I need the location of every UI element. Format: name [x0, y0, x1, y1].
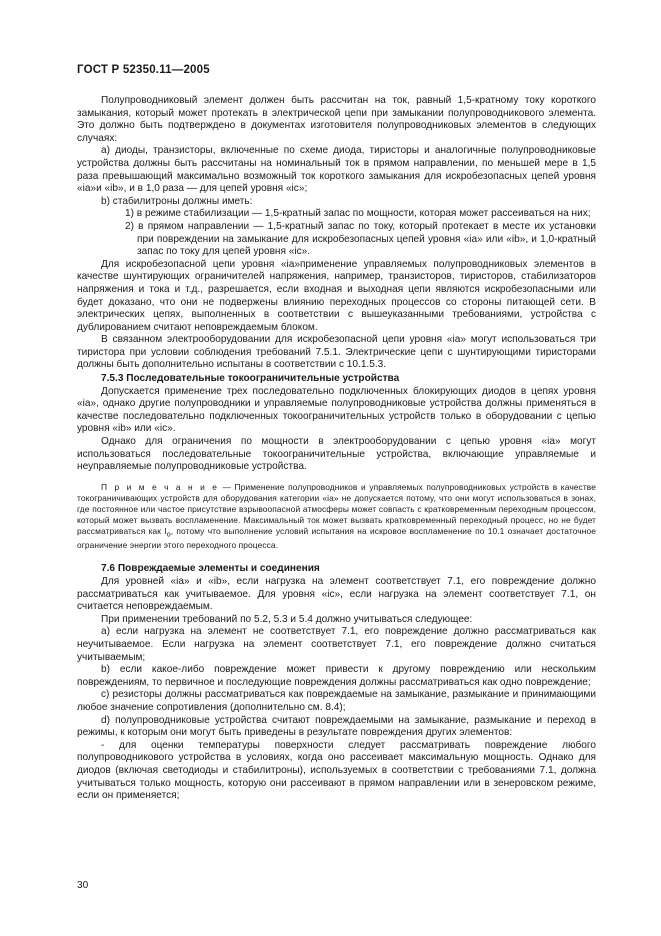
paragraph: Для искробезопасной цепи уровня «ia»применение управляемых полупроводниковых элементов в качестве шунтирующих ограничителей напряжения, например, транзисторов, тиристоров, стабилизаторов напряжения и тока и т.д., разрешается, если входная и выходная цепи являются искробезопасными или будет доказано, что они не подвержены влиянию переходных процессов со стороны питающей сети. В электрических цепях, выполненных в соответствии с вышеуказанными требованиями, устройства с дублированием считают неповреждаемым блоком.: [77, 258, 596, 333]
list-item-a: а) диоды, транзисторы, включенные по схеме диода, тиристоры и аналогичные полупроводниковые устройства должны быть рассчитаны на номинальный ток в прямом направлении, по меньшей мере в 1,5 раза превышающий максимально возможный ток короткого замыкания для искробезопасных цепей уровня «ia»и «ib», и в 1,0 раза — для цепей уровня «ic»;: [77, 145, 596, 195]
note-text-end: , потому что выполнение условий испытания на искровое воспламенение по 10.1 означает достаточное ограничение энергии этого переходного процесса.: [77, 525, 596, 551]
paragraph: Полупроводниковый элемент должен быть рассчитан на ток, равный 1,5-кратному току короткого замыкания, который может протекать в электрической цепи при замыкании полупроводникового элемента. Это должно быть подтверждено в документах изготовителя полупроводниковых элементов в следующих случаях:: [77, 95, 596, 144]
note-text: — Применение полупроводников и управляемых полупроводниковых устройств в качестве токограничивающих устройств для оборудования категории «ia» не допускается потому, что они могут использоваться в зонах, где постоянное или частое присутствие взрывоопасной атмосферы может совпасть с кратковременным переходным процессом, который может вызвать воспламенение. Максимальный ток может вызвать кратковременный переходный процесс, но не будет рассматриваться как I: [77, 481, 596, 536]
list-item-2: 2) в прямом направлении — 1,5-кратный запас по току, который протекает в месте их установки при повреждении на замыкание для искробезопасных цепей уровня «ia» или «ib», и 1,0-кратный запас по току для цепей уровня «ic».: [125, 220, 596, 258]
note-label: П р и м е ч а н и е: [101, 481, 219, 492]
section-heading-7-5-3: 7.5.3 Последовательные токоограничительные устройства: [101, 373, 400, 385]
list-item-b: b) стабилитроны должны иметь:: [101, 195, 253, 207]
list-item-a: а) если нагрузка на элемент не соответствует 7.1, его повреждение должно рассматриваться как неучитываемое. Если нагрузка на элемент соответствует 7.1, его повреждение должно считаться учитываемым;: [77, 626, 596, 663]
list-item-1: 1) в режиме стабилизации — 1,5-кратный запас по мощности, которая может рассеиваться на них;: [125, 208, 591, 220]
paragraph: При применении требований по 5.2, 5.3 и 5.4 должно учитываться следующее:: [101, 613, 473, 625]
note-subscript: o: [166, 531, 171, 539]
list-item-c: с) резисторы должны рассматриваться как повреждаемые на замыкание, размыкание и принимающими любое значение сопротивления (дополнительно см. 8.4);: [77, 689, 596, 714]
document-header: ГОСТ Р 52350.11—2005: [77, 64, 210, 76]
section-heading-7-6: 7.6 Повреждаемые элементы и соединения: [101, 563, 320, 575]
paragraph: Для уровней «ia» и «ib», если нагрузка на элемент соответствует 7.1, его повреждение должно рассматриваться как учитываемое. Для уровня «ic», если нагрузка на элемент соответствует 7.1, он считается неповреждаемым.: [77, 576, 596, 613]
note-block: [77, 482, 596, 552]
page-body: [77, 95, 596, 803]
paragraph: В связанном электрооборудовании для искробезопасной цепи уровня «ia» могут использоваться три тиристора при условии соблюдения требований 7.5.1. Электрические цепи с шунтирующими тиристорами должны быть дополнительно испытаны в соответствии с 10.1.5.3.: [77, 334, 596, 371]
paragraph: Однако для ограничения по мощности в электрооборудовании с цепью уровня «ia» могут использоваться последовательные токоограничительные устройства, включающие управляемые и неуправляемые полупроводниковые устройства.: [77, 436, 596, 473]
paragraph: Допускается применение трех последовательно подключенных блокирующих диодов в цепях уровня «ia», однако другие полупроводники и управляемые полупроводниковые устройства должны применяться в качестве последовательно подключенных токоограничительных устройств только в оборудовании с цепью уровня «ib» или «ic».: [77, 385, 596, 435]
page-number: 30: [77, 880, 89, 891]
list-item-d: d) полупроводниковые устройства считают повреждаемыми на замыкание, размыкание и переход в режимы, к которым они могут быть приведены в результате повреждения других элементов:: [77, 714, 596, 739]
dash-item: - для оценки температуры поверхности следует рассматривать повреждение любого полупроводникового устройства в условиях, когда оно рассеивает максимальную мощность. Однако для диодов (включая светодиоды и стабилитроны), используемых в соответствии с требованиями 7.1, должна учитываться только мощность, которую они рассеивают в прямом направлении или в зенеровском режиме, если он применяется;: [77, 739, 596, 802]
list-item-b: b) если какое-либо повреждение может привести к другому повреждению или нескольким повреждениям, то первичное и последующие повреждения должны рассматриваться как одно повреждение;: [77, 664, 596, 688]
